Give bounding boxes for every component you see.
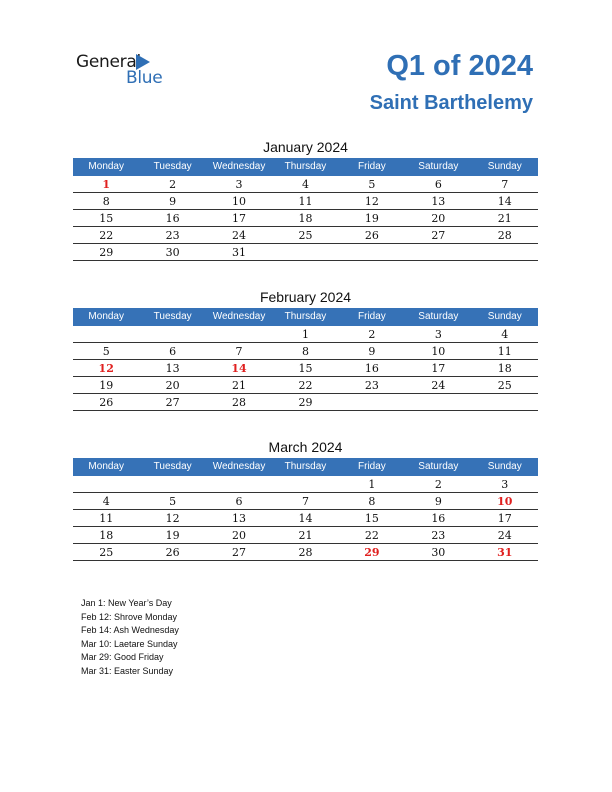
day-cell: 3 [235,178,243,191]
day-cell: 5 [169,495,177,508]
day-cell: 26 [165,546,180,559]
weekday-label: Sunday [487,311,522,322]
day-cell: 25 [99,546,114,559]
day-cell: 2 [368,328,376,341]
week-row [73,343,538,360]
week-row [73,244,538,261]
day-cell: 5 [368,178,376,191]
day-cell: 15 [298,362,313,375]
day-cell: 27 [165,396,180,409]
day-cell: 26 [364,229,379,242]
day-cell [272,244,338,260]
week-row [73,210,538,227]
day-cell: 11 [298,195,313,208]
weekday-header [73,158,538,176]
weekday-label: Saturday [418,161,459,172]
day-cell: 21 [298,529,313,542]
day-cell: 4 [301,178,309,191]
day-cell: 23 [431,529,446,542]
day-cell: 10 [232,195,247,208]
day-cell: 27 [232,546,247,559]
day-cell: 21 [232,379,247,392]
day-cell: 7 [235,345,243,358]
weekday-label: Wednesday [212,161,266,172]
weekday-label: Sunday [487,161,522,172]
day-cell: 19 [165,529,180,542]
week-row [73,510,538,527]
day-cell: 20 [431,212,446,225]
weekday-label: Tuesday [153,161,192,172]
day-cell: 29 [298,396,313,409]
day-cell [405,244,471,260]
day-cell: 9 [169,195,177,208]
day-cell: 3 [434,328,442,341]
weekday-label: Sunday [487,461,522,472]
day-cell: 8 [102,195,110,208]
month-title: February 2024 [259,289,352,305]
day-cell: 13 [431,195,446,208]
day-cell: 12 [165,512,180,525]
day-cell: 29 [364,546,380,559]
day-cell: 30 [165,246,180,259]
day-cell: 14 [298,512,313,525]
weekday-label: Tuesday [153,461,192,472]
holiday-list [81,597,179,679]
week-row [73,544,538,561]
week-row [73,493,538,510]
week-row [73,176,538,193]
week-row [73,527,538,544]
holiday-item: Mar 31: Easter Sunday [81,665,174,676]
day-cell: 2 [169,178,177,191]
day-cell [206,476,272,492]
day-cell: 9 [368,345,376,358]
month-calendar-march [73,436,538,561]
week-row [73,377,538,394]
weekday-label: Thursday [284,311,327,322]
day-cell [272,476,338,492]
weekday-header [73,458,538,476]
weekday-label: Friday [358,461,386,472]
day-cell [206,326,272,342]
weekday-label: Tuesday [153,311,192,322]
logo [76,52,176,92]
day-cell: 23 [165,229,180,242]
week-row [73,360,538,377]
day-cell [339,244,405,260]
day-cell: 18 [497,362,512,375]
day-cell: 4 [501,328,509,341]
day-cell: 8 [368,495,376,508]
weekday-label: Wednesday [212,311,266,322]
day-cell: 14 [497,195,512,208]
day-cell: 25 [298,229,313,242]
day-cell: 22 [298,379,313,392]
day-cell: 2 [434,478,442,491]
weekday-label: Thursday [284,161,327,172]
day-cell: 26 [99,396,114,409]
day-cell: 7 [501,178,509,191]
day-cell: 1 [301,328,309,341]
day-cell: 28 [497,229,512,242]
day-cell [139,476,205,492]
month-calendar-february [73,286,538,411]
month-calendar-january [73,136,538,261]
holiday-item: Mar 29: Good Friday [81,652,164,663]
day-cell: 25 [497,379,512,392]
day-cell: 12 [364,195,379,208]
weekday-label: Thursday [284,461,327,472]
day-cell: 21 [497,212,512,225]
day-cell: 5 [102,345,110,358]
week-row [73,476,538,493]
day-cell: 19 [364,212,379,225]
day-cell: 3 [501,478,509,491]
day-cell: 29 [99,246,114,259]
day-cell: 31 [497,546,513,559]
day-cell: 11 [497,345,512,358]
day-cell [405,394,471,410]
day-cell: 16 [431,512,446,525]
week-row [73,394,538,411]
day-cell: 19 [99,379,114,392]
day-cell [73,476,139,492]
day-cell [472,394,538,410]
day-cell [339,394,405,410]
day-cell: 10 [431,345,446,358]
page-subtitle: Saint Barthelemy [369,92,533,114]
day-cell: 6 [235,495,243,508]
day-cell: 15 [99,212,114,225]
day-cell: 16 [364,362,379,375]
day-cell: 22 [364,529,379,542]
day-cell: 24 [232,229,247,242]
day-cell: 1 [368,478,376,491]
day-cell: 20 [232,529,247,542]
day-cell: 17 [232,212,247,225]
day-cell: 28 [298,546,313,559]
weekday-label: Monday [88,461,124,472]
day-cell: 18 [298,212,313,225]
day-cell: 12 [98,362,114,375]
day-cell [73,326,139,342]
month-title: March 2024 [268,439,343,455]
weekday-label: Saturday [418,311,459,322]
weekday-label: Wednesday [212,461,266,472]
day-cell: 8 [301,345,309,358]
day-cell: 14 [231,362,247,375]
day-cell: 1 [102,178,111,191]
logo-text-blue: Blue [126,68,163,88]
logo-text-general: General [76,52,141,72]
month-title: January 2024 [263,139,348,155]
day-cell: 6 [169,345,177,358]
holiday-item: Jan 1: New Year’s Day [81,598,172,608]
day-cell: 17 [431,362,446,375]
day-cell: 11 [99,512,114,525]
week-row [73,326,538,343]
day-cell: 13 [165,362,180,375]
weekday-label: Saturday [418,461,459,472]
week-row [73,193,538,210]
day-cell: 31 [232,246,247,259]
day-cell: 22 [99,229,114,242]
weekday-label: Monday [88,311,124,322]
day-cell: 9 [434,495,442,508]
day-cell: 27 [431,229,446,242]
day-cell: 13 [232,512,247,525]
day-cell: 6 [434,178,442,191]
weekday-label: Friday [358,311,386,322]
day-cell: 15 [364,512,379,525]
day-cell: 16 [165,212,180,225]
day-cell: 20 [165,379,180,392]
day-cell: 24 [431,379,446,392]
day-cell: 28 [232,396,247,409]
day-cell: 7 [301,495,309,508]
day-cell: 24 [497,529,512,542]
day-cell: 4 [102,495,110,508]
page-title: Q1 of 2024 [386,50,533,82]
holiday-item: Feb 14: Ash Wednesday [81,625,179,636]
day-cell: 30 [431,546,446,559]
holiday-item: Mar 10: Laetare Sunday [81,638,178,649]
day-cell [472,244,538,260]
weekday-label: Monday [88,161,124,172]
weekday-header [73,308,538,326]
weekday-label: Friday [358,161,386,172]
day-cell: 18 [99,529,114,542]
week-row [73,227,538,244]
day-cell: 23 [364,379,379,392]
day-cell [139,326,205,342]
day-cell: 17 [497,512,512,525]
holiday-item: Feb 12: Shrove Monday [81,611,178,622]
day-cell: 10 [497,495,513,508]
